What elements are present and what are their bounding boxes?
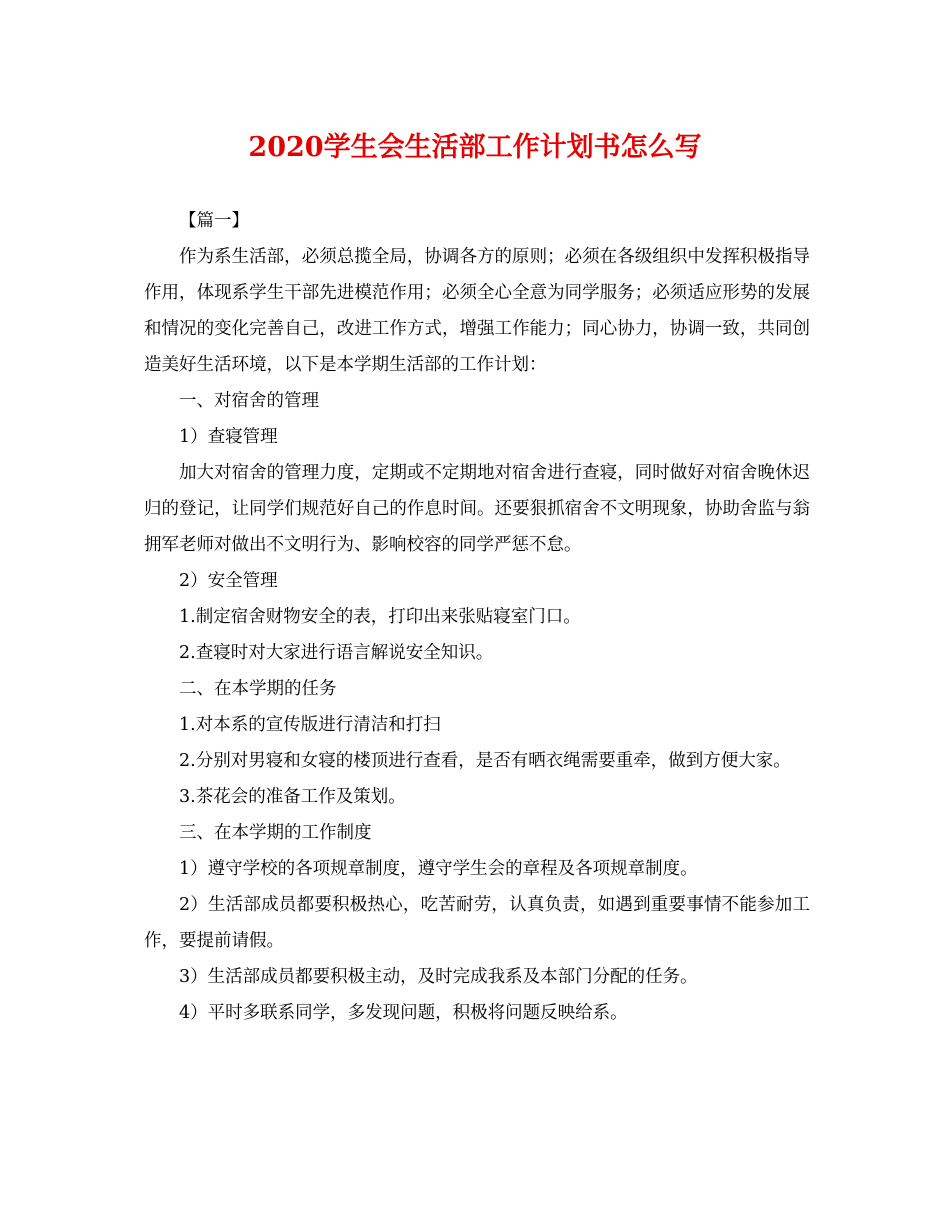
task-item-3: 3.茶花会的准备工作及策划。: [179, 787, 406, 807]
room-check-paragraph: 加大对宿舍的管理力度，定期或不定期地对宿舍进行查寝，同时做好对宿舍晚休迟归的登记，让同学们规范好自己的作息时间。还要狠抓宿舍不文明现象，协助舍监与翁拥军老师对做出不文明行为、影响校容的同学严惩不怠。: [144, 463, 810, 555]
rule-item-4: 4）平时多联系同学，多发现问题，积极将问题反映给系。: [179, 1003, 628, 1023]
rule-item-1: 1）遵守学校的各项规章制度，遵守学生会的章程及各项规章制度。: [179, 859, 698, 879]
safety-item-1: 1.制定宿舍财物安全的表，打印出来张贴寝室门口。: [179, 607, 581, 627]
task-item-2: 2.分别对男寝和女寝的楼顶进行查看，是否有晒衣绳需要重牵，做到方便大家。: [179, 751, 791, 771]
safety-item-2: 2.查寝时对大家进行语言解说安全知识。: [179, 643, 494, 663]
section-label: 【篇一】: [179, 211, 249, 231]
intro-paragraph: 作为系生活部，必须总揽全局，协调各方的原则；必须在各级组织中发挥积极指导作用，体现系学生干部先进模范作用；必须全心全意为同学服务；必须适应形势的发展和情况的变化完善自己，改进工作方式，增强工作能力；同心协力，协调一致，共同创造美好生活环境，以下是本学期生活部的工作计划：: [144, 247, 810, 375]
heading-work-rules: 三、在本学期的工作制度: [179, 823, 372, 843]
document-title: 2020学生会生活部工作计划书怎么写: [248, 132, 702, 163]
rule-item-2: 2）生活部成员都要积极热心，吃苦耐劳，认真负责，如遇到重要事情不能参加工作，要提前请假。: [144, 895, 810, 951]
subheading-room-check: 1）查寝管理: [179, 427, 278, 447]
rule-item-3: 3）生活部成员都要积极主动，及时完成我系及本部门分配的任务。: [179, 967, 698, 987]
subheading-safety: 2）安全管理: [179, 571, 278, 591]
task-item-1: 1.对本系的宣传版进行清洁和打扫: [179, 715, 441, 735]
document-body: [144, 203, 810, 1031]
heading-semester-tasks: 二、在本学期的任务: [179, 679, 337, 699]
heading-dorm-management: 一、对宿舍的管理: [179, 391, 319, 411]
